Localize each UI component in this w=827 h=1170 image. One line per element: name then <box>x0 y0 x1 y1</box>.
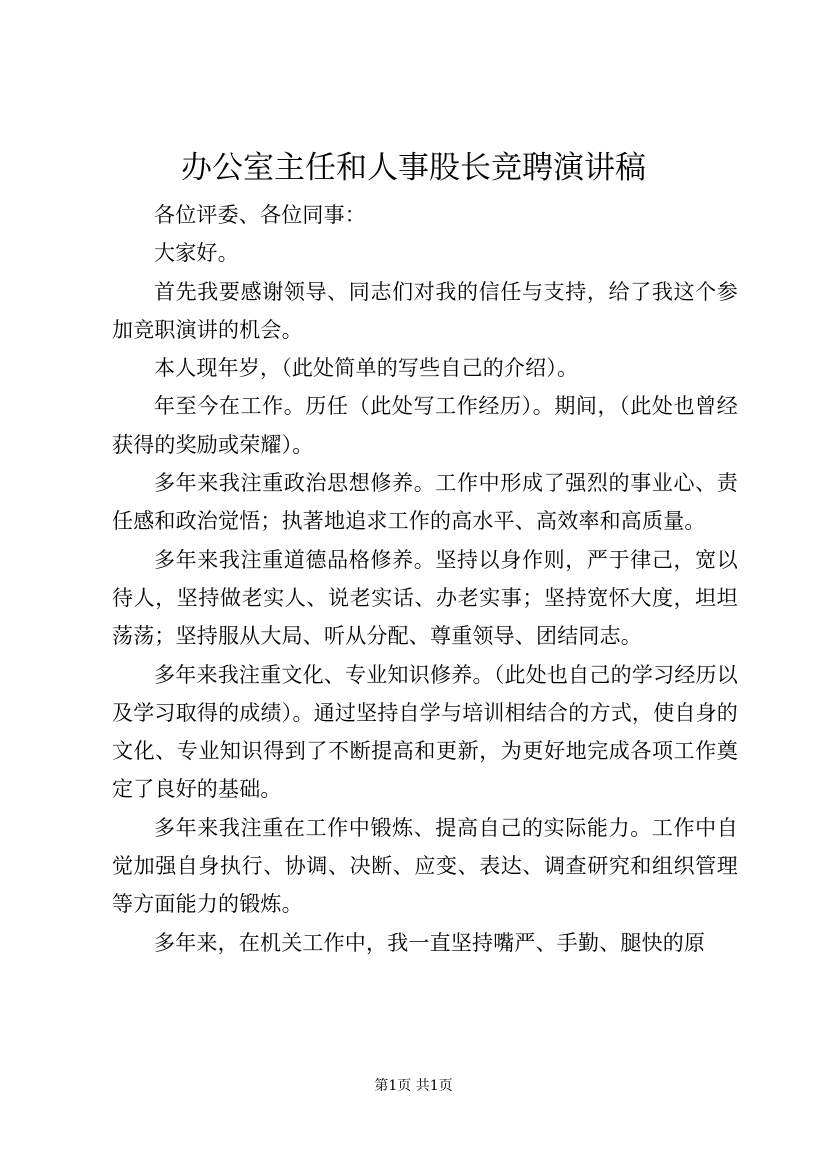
paragraph: 多年来我注重道德品格修养。坚持以身作则，严于律己，宽以待人，坚持做老实人、说老实话、办老实事；坚持宽怀大度，坦坦荡荡；坚持服从大局、听从分配、尊重领导、团结同志。 <box>112 547 738 649</box>
paragraph: 本人现年岁，（此处简单的写些自己的介绍）。 <box>154 356 579 381</box>
paragraph: 多年来我注重文化、专业知识修养。（此处也自己的学习经历以及学习取得的成绩）。通过坚持自学与培训相结合的方式，使自身的文化、专业知识得到了不断提高和更新，为更好地完成各项工作奠定了良好的基础。 <box>112 662 738 802</box>
paragraph: 各位评委、各位同事： <box>154 203 366 227</box>
paragraph: 多年来，在机关工作中，我一直坚持嘴严、手勤、腿快的原 <box>154 930 706 955</box>
document-title: 办公室主任和人事股长竞聘演讲稿 <box>181 150 646 186</box>
document-body <box>112 196 738 962</box>
page-number-footer: 第1页 共1页 <box>374 1078 453 1094</box>
paragraph: 年至今在工作。历任（此处写工作经历）。期间，（此处也曾经获得的奖励或荣耀）。 <box>112 394 738 457</box>
paragraph: 多年来我注重在工作中锻炼、提高自己的实际能力。工作中自觉加强自身执行、协调、决断、应变、表达、调查研究和组织管理等方面能力的锻炼。 <box>112 815 738 917</box>
paragraph: 大家好。 <box>154 241 239 266</box>
paragraph: 首先我要感谢领导、同志们对我的信任与支持，给了我这个参加竞职演讲的机会。 <box>112 279 738 342</box>
paragraph: 多年来我注重政治思想修养。工作中形成了强烈的事业心、责任感和政治觉悟；执著地追求工作的高水平、高效率和高质量。 <box>112 471 738 534</box>
